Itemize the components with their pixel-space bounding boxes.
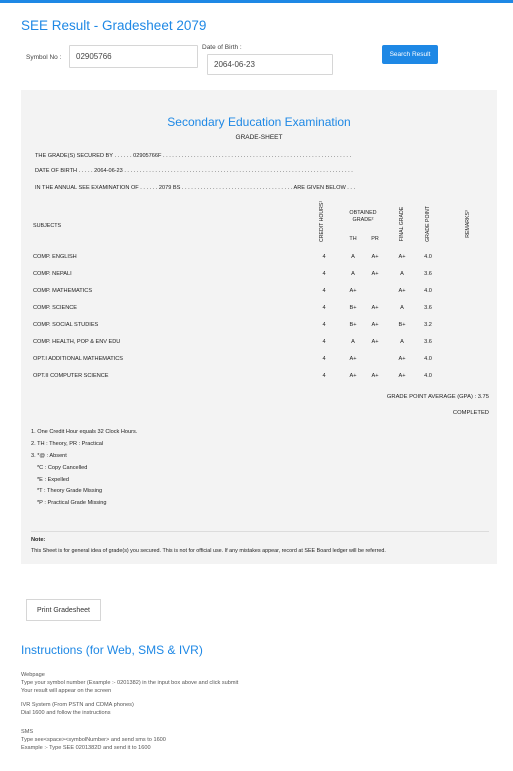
instruction-line: Example :- Type SEE 0201382D and send it to 1600 bbox=[21, 745, 151, 751]
cell-th-grade: A bbox=[351, 339, 355, 345]
note-text: This Sheet is for general idea of grade(s) you secured. This is not for official use. If any mistakes appear, record at SEE Board ledger will be referred. bbox=[31, 548, 386, 554]
cell-credit-hours: 4 bbox=[322, 271, 326, 277]
note-divider bbox=[31, 531, 489, 532]
instruction-line: IVR System (From PSTN and CDMA phones) bbox=[21, 702, 134, 708]
cell-credit-hours: 4 bbox=[322, 322, 326, 328]
cell-subject: COMP. SCIENCE bbox=[33, 305, 78, 311]
instruction-line: SMS bbox=[21, 729, 34, 735]
dob-input[interactable] bbox=[207, 54, 333, 75]
cell-subject: COMP. MATHEMATICS bbox=[33, 288, 93, 294]
cell-th-grade: A+ bbox=[349, 356, 357, 362]
cell-credit-hours: 4 bbox=[322, 305, 326, 311]
cell-credit-hours: 4 bbox=[322, 288, 326, 294]
cell-grade-point: 4.0 bbox=[424, 254, 432, 260]
cell-th-grade: A bbox=[351, 254, 355, 260]
cell-subject: COMP. NEPALI bbox=[33, 271, 72, 277]
footnote-1: 1. One Credit Hour equals 32 Clock Hours. bbox=[31, 429, 138, 435]
cell-final-grade: A bbox=[400, 305, 404, 311]
cell-th-grade: A+ bbox=[349, 288, 357, 294]
instruction-line: Type your symbol number (Example :- 0201382) in the input box above and click submit bbox=[21, 680, 239, 686]
cell-th-grade: B+ bbox=[349, 305, 357, 311]
dob-label: Date of Birth : bbox=[202, 44, 242, 51]
instruction-line: Dial 1600 and follow the instructions bbox=[21, 710, 111, 716]
footnote-4: *C : Copy Cancelled bbox=[37, 465, 88, 471]
cell-final-grade: A+ bbox=[398, 373, 406, 379]
dob-line: DATE OF BIRTH . . . . . 2064-06-23 . . . . . . . . . . . . . . . . . . . . . . . . . . . . . . . . . . . . . . . . . . . . . . . . . . . . . . . . . . . . . . . . . . . . . . . . . . bbox=[35, 168, 353, 174]
footnote-2: 2. TH : Theory, PR : Practical bbox=[31, 441, 104, 447]
cell-pr-grade: A+ bbox=[371, 305, 379, 311]
col-header-credit-hours: CREDIT HOURS¹ bbox=[319, 200, 325, 242]
cell-credit-hours: 4 bbox=[322, 339, 326, 345]
cell-pr-grade: A+ bbox=[371, 271, 379, 277]
cell-final-grade: A+ bbox=[398, 254, 406, 260]
col-header-subjects: SUBJECTS bbox=[33, 223, 62, 229]
symbol-number-value: 02905766 bbox=[76, 52, 112, 61]
exam-title: Secondary Education Examination bbox=[167, 115, 351, 129]
instructions-title: Instructions (for Web, SMS & IVR) bbox=[21, 643, 203, 657]
cell-credit-hours: 4 bbox=[322, 254, 326, 260]
secured-by-line: THE GRADE(S) SECURED BY . . . . . . 02905766F . . . . . . . . . . . . . . . . . . . . . . . . . . . . . . . . . . . . . . . . . . . . . . . . . . . . . . . . . . . . . bbox=[35, 153, 352, 159]
footnote-6: *T : Theory Grade Missing bbox=[37, 488, 103, 494]
cell-final-grade: B+ bbox=[398, 322, 406, 328]
cell-pr-grade: A+ bbox=[371, 322, 379, 328]
cell-final-grade: A+ bbox=[398, 356, 406, 362]
gpa-text: GRADE POINT AVERAGE (GPA) : 3.75 bbox=[386, 394, 489, 400]
cell-grade-point: 3.6 bbox=[424, 305, 432, 311]
exam-year-line: IN THE ANNUAL SEE EXAMINATION OF . . . . . . 2079 BS . . . . . . . . . . . . . . . . . . . . . . . . . . . . . . . . . . . . ARE GIVEN BELOW . . . bbox=[35, 185, 356, 191]
cell-pr-grade: A+ bbox=[371, 339, 379, 345]
symbol-label: Symbol No : bbox=[26, 54, 62, 61]
top-accent-bar bbox=[0, 0, 513, 3]
dob-value: 2064-06-23 bbox=[214, 60, 255, 69]
cell-subject: COMP. HEALTH, POP & ENV EDU bbox=[33, 339, 121, 345]
cell-pr-grade: A+ bbox=[371, 373, 379, 379]
cell-th-grade: B+ bbox=[349, 322, 357, 328]
completed-status: COMPLETED bbox=[452, 410, 489, 416]
grade-sheet-panel bbox=[21, 90, 497, 564]
grade-sheet-title: GRADE-SHEET bbox=[235, 134, 283, 141]
cell-grade-point: 4.0 bbox=[424, 373, 432, 379]
note-title: Note: bbox=[31, 537, 46, 543]
page-title: SEE Result - Gradesheet 2079 bbox=[21, 18, 207, 33]
cell-grade-point: 4.0 bbox=[424, 356, 432, 362]
footnote-7: *P : Practical Grade Missing bbox=[37, 500, 107, 506]
cell-final-grade: A bbox=[400, 271, 404, 277]
cell-subject: OPT.I ADDITIONAL MATHEMATICS bbox=[33, 356, 124, 362]
cell-credit-hours: 4 bbox=[322, 356, 326, 362]
cell-final-grade: A bbox=[400, 339, 404, 345]
col-header-pr: PR bbox=[371, 236, 379, 242]
footnote-3: 3. *@ : Absent bbox=[31, 453, 67, 459]
cell-subject: COMP. ENGLISH bbox=[33, 254, 77, 260]
col-header-final-grade: FINAL GRADE bbox=[399, 206, 405, 242]
cell-grade-point: 3.6 bbox=[424, 339, 432, 345]
col-header-grade-point: GRADE POINT bbox=[425, 206, 431, 242]
instruction-line: Webpage bbox=[21, 672, 45, 678]
cell-final-grade: A+ bbox=[398, 288, 406, 294]
cell-grade-point: 3.2 bbox=[424, 322, 432, 328]
cell-th-grade: A bbox=[351, 271, 355, 277]
symbol-number-input[interactable] bbox=[69, 45, 198, 68]
cell-subject: COMP. SOCIAL STUDIES bbox=[33, 322, 99, 328]
col-header-th: TH bbox=[349, 236, 357, 242]
cell-grade-point: 3.6 bbox=[424, 271, 432, 277]
cell-grade-point: 4.0 bbox=[424, 288, 432, 294]
instruction-line: Your result will appear on the screen bbox=[21, 688, 112, 694]
search-result-button[interactable]: Search Result bbox=[382, 45, 438, 64]
print-gradesheet-button[interactable]: Print Gradesheet bbox=[26, 599, 101, 621]
cell-subject: OPT.II COMPUTER SCIENCE bbox=[33, 373, 109, 379]
col-header-obtained-grade: OBTAINED GRADE² bbox=[349, 210, 377, 223]
col-header-remarks: REMARKS³ bbox=[465, 210, 471, 238]
cell-pr-grade: A+ bbox=[371, 254, 379, 260]
footnote-5: *E : Expelled bbox=[37, 477, 70, 483]
instruction-line: Type see<space><symbolNumber> and send sms to 1600 bbox=[21, 737, 166, 743]
cell-th-grade: A+ bbox=[349, 373, 357, 379]
cell-credit-hours: 4 bbox=[322, 373, 326, 379]
